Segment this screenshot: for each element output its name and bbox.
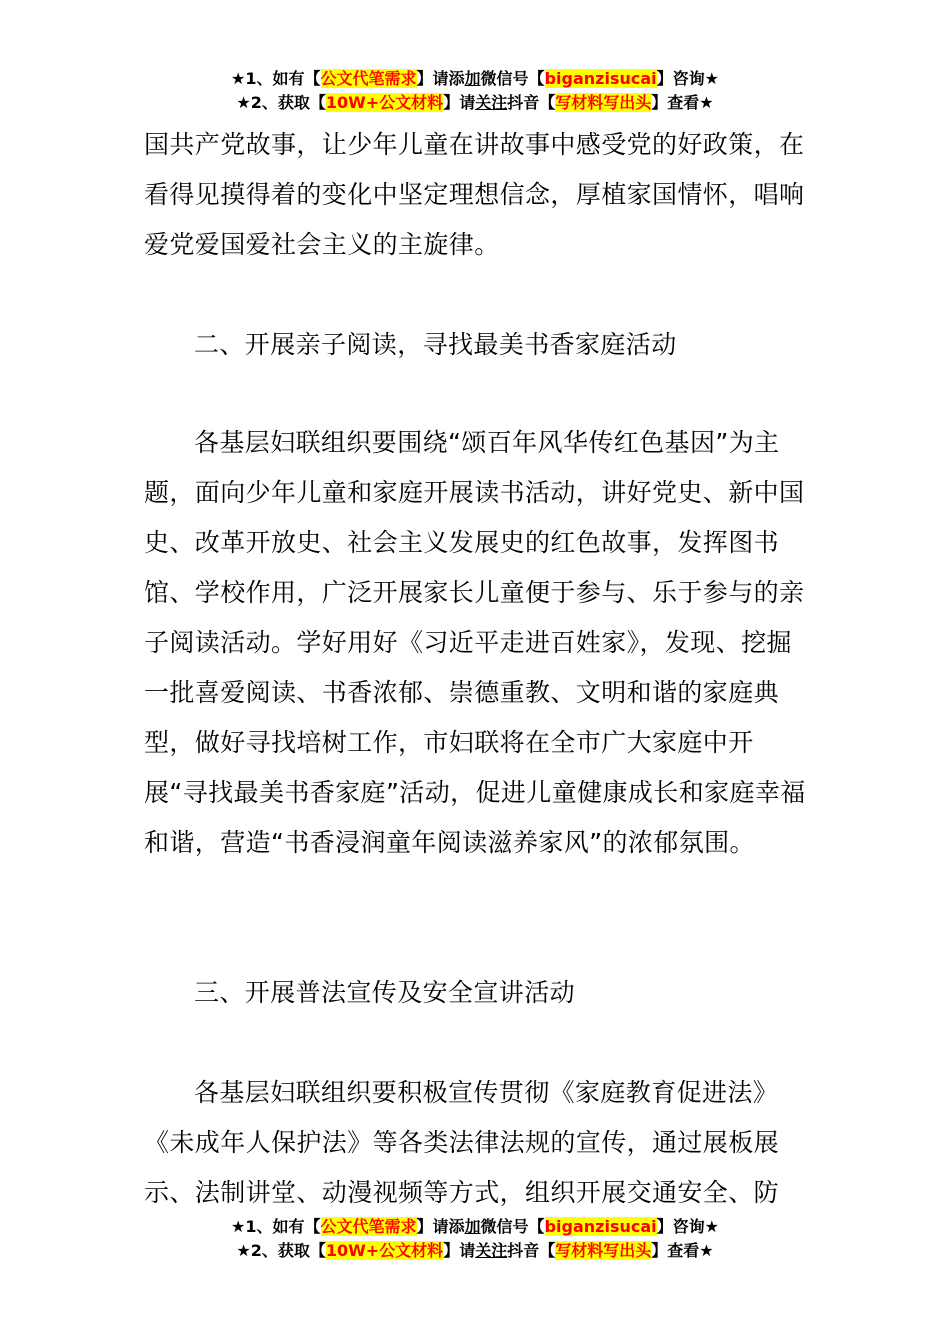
footer-banner (0, 1215, 950, 1263)
highlight-materials: 10W+公文材料 (325, 1241, 444, 1260)
banner-line-2: ★2、获取【10W+公文材料】请关注抖音【写材料写出头】查看★ (236, 1241, 714, 1260)
highlight-ghostwriting: 公文代笔需求 (320, 69, 417, 88)
highlight-douyin: 写材料写出头 (555, 93, 652, 112)
highlight-wechat-id: biganzisucai (544, 1217, 657, 1236)
highlight-douyin: 写材料写出头 (555, 1241, 652, 1260)
banner-line-1: ★1、如有【公文代笔需求】请添加微信号【biganzisucai】咨询★ (231, 1217, 719, 1236)
paragraph-2: 各基层妇联组织要围绕“颂百年风华传红色基因”为主题，面向少年儿童和家庭开展读书活动，讲好党史、新中国史、改革开放史、社会主义发展史的红色故事，发挥图书馆、学校作用，广泛开展家长儿童便于参与、乐于参与的亲子阅读活动。学好用好《习近平走进百姓家》，发现、挖掘一批喜爱阅读、书香浓郁、崇德重教、文明和谐的家庭典型，做好寻找培树工作，市妇联将在全市广大家庭中开展“寻找最美书香家庭”活动，促进儿童健康成长和家庭幸福和谐，营造“书香浸润童年阅读滋养家风”的浓郁氛围。 (144, 428, 806, 857)
banner-line-1: ★1、如有【公文代笔需求】请添加微信号【biganzisucai】咨询★ (231, 69, 719, 88)
section-heading-2: 二、开展亲子阅读，寻找最美书香家庭活动 (194, 330, 677, 359)
header-banner (0, 67, 950, 115)
section-heading-3: 三、开展普法宣传及安全宣讲活动 (194, 978, 576, 1007)
paragraph-continued: 国共产党故事，让少年儿童在讲故事中感受党的好政策，在看得见摸得着的变化中坚定理想信念，厚植家国情怀，唱响爱党爱国爱社会主义的主旋律。 (144, 130, 805, 259)
banner-line-2: ★2、获取【10W+公文材料】请关注抖音【写材料写出头】查看★ (236, 93, 714, 112)
paragraph-3: 各基层妇联组织要积极宣传贯彻《家庭教育促进法》《未成年人保护法》等各类法律法规的宣传，通过展板展示、法制讲堂、动漫视频等方式，组织开展交通安全、防 (144, 1078, 780, 1207)
highlight-wechat-id: biganzisucai (544, 69, 657, 88)
highlight-ghostwriting: 公文代笔需求 (320, 1217, 417, 1236)
highlight-materials: 10W+公文材料 (325, 93, 444, 112)
